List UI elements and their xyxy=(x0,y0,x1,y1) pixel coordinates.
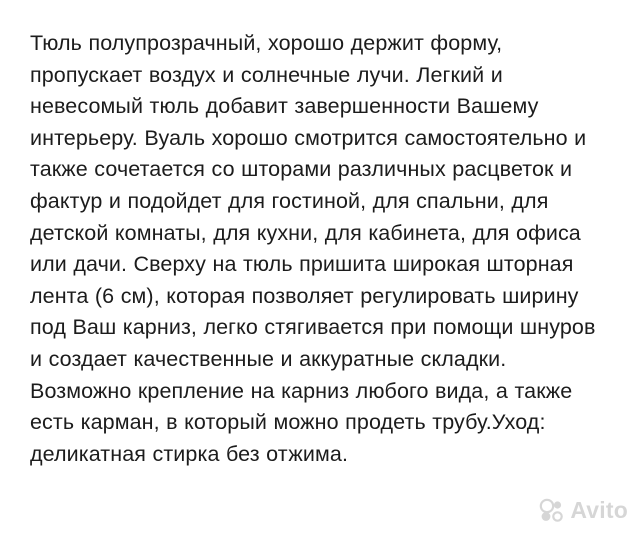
product-description-text: Тюль полупрозрачный, хорошо держит форму, пропускает воздух и солнечные лучи. Легкий и невесомый тюль добавит завершенности Вашему интерьеру. Вуаль хорошо смотрится самостоятельно и также сочетается со шторами различных расцветок и фактур и подойдет для гостиной, для спальни, для детской комнаты, для кухни, для кабинета, для офиса или дачи. Сверху на тюль пришита широкая шторная лента (6 см), которая позволяет регулировать ширину под Ваш карниз, легко стягивается при помощи шнуров и создает качественные и аккуратные складки. Возможно крепление на карниз любого вида, а также есть карман, в который можно продеть трубу.Уход: деликатная стирка без отжима. xyxy=(30,31,602,466)
avito-logo-icon xyxy=(539,498,565,524)
watermark-label: Avito xyxy=(570,497,628,523)
watermark xyxy=(539,497,628,524)
